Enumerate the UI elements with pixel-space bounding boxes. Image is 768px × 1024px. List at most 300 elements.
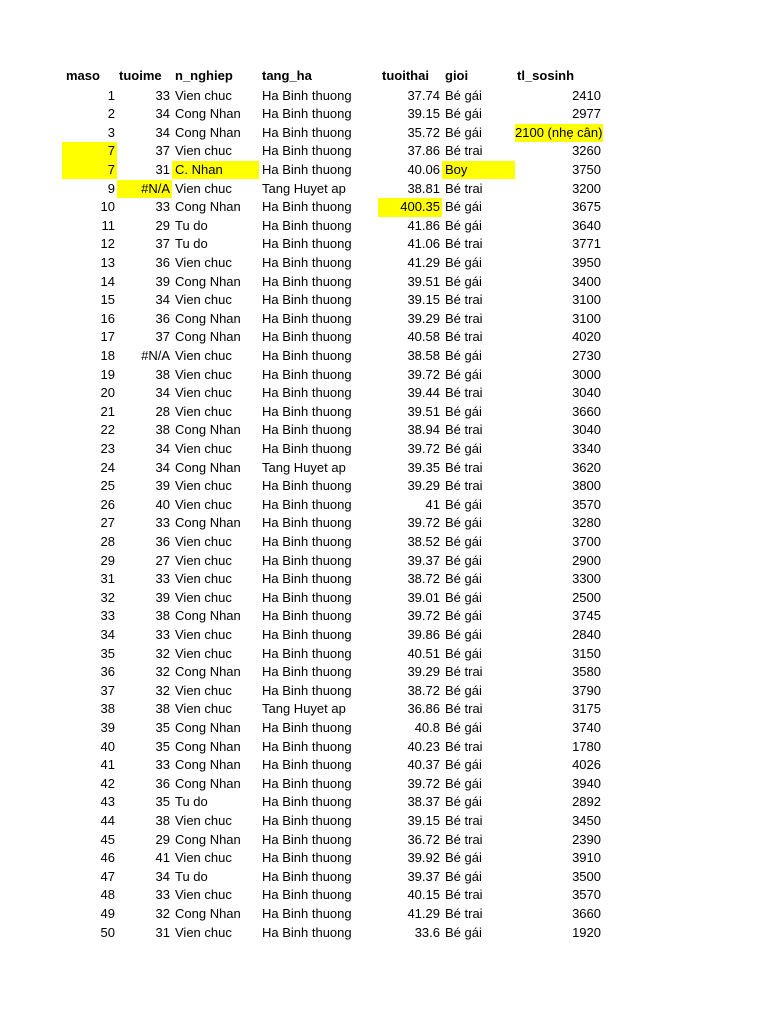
cell-gioi[interactable]: Bé trai [445,831,483,847]
cell-tuoithai[interactable]: 39.51 [407,273,440,289]
cell-maso[interactable]: 24 [100,459,115,475]
cell-tang-ha[interactable]: Ha Binh thuong [262,478,352,494]
cell-tang-ha[interactable]: Ha Binh thuong [262,254,352,270]
cell-n-nghiep[interactable]: Vien chuc [175,701,232,717]
cell-maso[interactable]: 13 [100,254,115,270]
cell-tuoithai[interactable]: 38.37 [407,794,440,810]
cell-maso[interactable]: 28 [100,533,115,549]
cell-tl-sosinh[interactable]: 2840 [572,626,601,642]
cell-gioi[interactable]: Bé gái [445,552,482,568]
cell-tl-sosinh[interactable]: 2390 [572,831,601,847]
cell-n-nghiep[interactable]: Cong Nhan [175,515,241,531]
cell-tuoime[interactable]: #N/A [141,347,170,363]
cell-n-nghiep[interactable]: Cong Nhan [175,775,241,791]
cell-maso[interactable]: 37 [100,682,115,698]
cell-tang-ha[interactable]: Ha Binh thuong [262,385,352,401]
cell-n-nghiep[interactable]: Vien chuc [175,347,232,363]
cell-tang-ha[interactable]: Ha Binh thuong [262,831,352,847]
cell-tuoime[interactable]: 38 [155,422,170,438]
cell-tang-ha[interactable]: Ha Binh thuong [262,738,352,754]
cell-tl-sosinh[interactable]: 3340 [572,440,601,456]
cell-tuoithai[interactable]: 39.29 [407,664,440,680]
cell-tuoime[interactable]: 32 [155,664,170,680]
cell-tuoithai[interactable]: 39.15 [407,292,440,308]
cell-maso[interactable]: 45 [100,831,115,847]
cell-gioi[interactable]: Bé gái [445,366,482,382]
header-maso[interactable]: maso [66,68,100,83]
cell-tl-sosinh[interactable]: 3500 [572,868,601,884]
cell-tuoime[interactable]: 39 [155,589,170,605]
cell-tang-ha[interactable]: Ha Binh thuong [262,347,352,363]
cell-n-nghiep[interactable]: Vien chuc [175,403,232,419]
cell-tuoithai[interactable]: 41 [425,496,440,512]
cell-gioi[interactable]: Bé trai [445,292,483,308]
cell-maso[interactable]: 11 [101,217,115,233]
cell-tuoime[interactable]: 34 [155,440,170,456]
cell-tl-sosinh[interactable]: 3910 [572,850,601,866]
cell-maso[interactable]: 29 [100,552,115,568]
cell-n-nghiep[interactable]: Vien chuc [175,589,232,605]
cell-tuoithai[interactable]: 37.74 [407,87,440,103]
cell-gioi[interactable]: Bé trai [445,701,483,717]
cell-n-nghiep[interactable]: Vien chuc [175,850,232,866]
cell-gioi[interactable]: Bé gái [445,403,482,419]
cell-maso[interactable]: 49 [100,905,115,921]
cell-maso[interactable]: 32 [100,589,115,605]
cell-tuoime[interactable]: 34 [155,292,170,308]
cell-tuoime[interactable]: 37 [155,236,170,252]
cell-n-nghiep[interactable]: Vien chuc [175,385,232,401]
cell-tuoime[interactable]: 34 [155,459,170,475]
cell-tang-ha[interactable]: Ha Binh thuong [262,533,352,549]
cell-tuoithai[interactable]: 41.29 [407,254,440,270]
cell-n-nghiep[interactable]: Vien chuc [175,292,232,308]
cell-n-nghiep[interactable]: Tu do [175,794,208,810]
header-gioi[interactable]: gioi [445,68,469,83]
cell-gioi[interactable]: Bé gái [445,347,482,363]
cell-tl-sosinh[interactable]: 3570 [572,496,601,512]
cell-tuoithai[interactable]: 39.15 [407,106,440,122]
cell-maso[interactable]: 17 [100,329,115,345]
cell-tl-sosinh[interactable]: 3040 [572,422,601,438]
cell-gioi[interactable]: Bé gái [445,533,482,549]
cell-tuoithai[interactable]: 39.37 [407,552,440,568]
cell-gioi[interactable]: Bé gái [445,87,482,103]
cell-tuoime[interactable]: 33 [155,757,170,773]
cell-tuoithai[interactable]: 39.72 [407,515,440,531]
cell-tang-ha[interactable]: Ha Binh thuong [262,850,352,866]
cell-tuoithai[interactable]: 36.86 [407,701,440,717]
cell-tang-ha[interactable]: Ha Binh thuong [262,440,352,456]
cell-maso[interactable]: 1 [107,87,115,103]
cell-tuoime[interactable]: 35 [155,719,170,735]
cell-gioi[interactable]: Bé trai [445,478,483,494]
cell-gioi[interactable]: Bé trai [445,236,483,252]
cell-tuoithai[interactable]: 39.29 [407,478,440,494]
cell-n-nghiep[interactable]: Cong Nhan [175,608,241,624]
cell-gioi[interactable]: Bé trai [445,310,483,326]
cell-maso[interactable]: 26 [100,496,115,512]
cell-tuoithai[interactable]: 38.81 [407,180,440,196]
cell-maso[interactable]: 40 [100,738,115,754]
cell-tl-sosinh[interactable]: 3771 [572,236,601,252]
cell-n-nghiep[interactable]: Cong Nhan [175,459,241,475]
cell-n-nghiep[interactable]: Cong Nhan [175,664,241,680]
cell-gioi[interactable]: Bé gái [445,626,482,642]
cell-maso[interactable]: 35 [100,645,115,661]
cell-tuoime[interactable]: 35 [155,738,170,754]
cell-gioi[interactable]: Bé gái [445,850,482,866]
cell-maso[interactable]: 46 [100,850,115,866]
cell-gioi[interactable]: Bé trai [445,664,483,680]
cell-tuoime[interactable]: 33 [155,87,170,103]
cell-tuoithai[interactable]: 41.86 [407,217,440,233]
cell-maso[interactable]: 12 [100,236,115,252]
cell-tl-sosinh[interactable]: 3640 [572,217,601,233]
cell-tl-sosinh[interactable]: 3000 [572,366,601,382]
cell-tl-sosinh[interactable]: 3790 [572,682,601,698]
cell-gioi[interactable]: Bé trai [445,385,483,401]
cell-tang-ha[interactable]: Ha Binh thuong [262,199,352,215]
cell-tl-sosinh[interactable]: 3570 [572,887,601,903]
cell-tl-sosinh[interactable]: 3660 [572,905,601,921]
cell-maso[interactable]: 16 [100,310,115,326]
cell-tl-sosinh[interactable]: 3100 [572,292,601,308]
header-tang-ha[interactable]: tang_ha [262,68,312,83]
cell-tang-ha[interactable]: Ha Binh thuong [262,422,352,438]
cell-tang-ha[interactable]: Ha Binh thuong [262,794,352,810]
cell-tl-sosinh[interactable]: 3700 [572,533,601,549]
cell-n-nghiep[interactable]: Vien chuc [175,533,232,549]
cell-tang-ha[interactable]: Ha Binh thuong [262,887,352,903]
cell-maso[interactable]: 36 [100,664,115,680]
cell-maso[interactable]: 19 [100,366,115,382]
cell-maso[interactable]: 22 [100,422,115,438]
cell-tuoithai[interactable]: 36.72 [407,831,440,847]
cell-maso[interactable]: 10 [100,199,115,215]
cell-maso[interactable]: 33 [100,608,115,624]
cell-gioi[interactable]: Bé gái [445,217,482,233]
cell-tl-sosinh[interactable]: 3675 [572,199,601,215]
cell-gioi[interactable]: Bé trai [445,905,483,921]
header-tl-sosinh[interactable]: tl_sosinh [517,68,575,83]
cell-maso[interactable]: 9 [107,180,115,196]
cell-tuoithai[interactable]: 38.72 [407,682,440,698]
cell-tuoithai[interactable]: 39.44 [407,385,440,401]
cell-maso[interactable]: 41 [100,757,115,773]
cell-tang-ha[interactable]: Ha Binh thuong [262,496,352,512]
cell-maso[interactable]: 48 [100,887,115,903]
cell-tl-sosinh[interactable]: 3300 [572,571,601,587]
cell-n-nghiep[interactable]: Tu do [175,868,208,884]
cell-n-nghiep[interactable]: Vien chuc [175,645,232,661]
cell-tang-ha[interactable]: Ha Binh thuong [262,905,352,921]
cell-tl-sosinh[interactable]: 3400 [572,273,601,289]
cell-maso[interactable]: 38 [100,701,115,717]
cell-n-nghiep[interactable]: Vien chuc [175,812,232,828]
cell-maso[interactable]: 42 [100,775,115,791]
cell-tuoime[interactable]: #N/A [117,180,172,199]
cell-tuoime[interactable]: 34 [155,124,170,140]
cell-tl-sosinh[interactable]: 4020 [572,329,601,345]
cell-tl-sosinh[interactable]: 3175 [572,701,601,717]
cell-tuoithai[interactable]: 40.8 [414,719,440,735]
cell-tang-ha[interactable]: Tang Huyet ap [262,459,346,475]
cell-tuoime[interactable]: 29 [155,831,170,847]
cell-tuoithai[interactable]: 40.23 [407,738,440,754]
cell-tuoithai[interactable]: 40.15 [407,887,440,903]
cell-tl-sosinh[interactable]: 2500 [572,589,601,605]
cell-tuoithai[interactable]: 40.37 [407,757,440,773]
cell-tuoime[interactable]: 38 [155,812,170,828]
cell-tl-sosinh[interactable]: 3580 [572,664,601,680]
cell-gioi[interactable]: Bé gái [445,254,482,270]
cell-n-nghiep[interactable]: Tu do [175,217,208,233]
cell-tang-ha[interactable]: Ha Binh thuong [262,719,352,735]
cell-tuoime[interactable]: 36 [155,775,170,791]
cell-n-nghiep[interactable]: Vien chuc [175,571,232,587]
cell-tang-ha[interactable]: Ha Binh thuong [262,143,352,159]
cell-tuoithai[interactable]: 39.29 [407,310,440,326]
cell-maso[interactable]: 3 [107,124,115,140]
cell-gioi[interactable]: Bé gái [445,199,482,215]
cell-gioi[interactable]: Boy [442,161,515,180]
cell-tuoime[interactable]: 28 [155,403,170,419]
cell-n-nghiep[interactable]: Vien chuc [175,254,232,270]
cell-maso[interactable]: 31 [100,571,115,587]
cell-tuoithai[interactable]: 41.29 [407,905,440,921]
cell-n-nghiep[interactable]: Cong Nhan [175,719,241,735]
cell-tuoime[interactable]: 36 [155,533,170,549]
cell-tuoithai[interactable]: 40.06 [407,161,440,177]
cell-tang-ha[interactable]: Ha Binh thuong [262,552,352,568]
cell-tl-sosinh[interactable]: 2892 [572,794,601,810]
cell-maso[interactable]: 43 [100,794,115,810]
cell-n-nghiep[interactable]: Cong Nhan [175,831,241,847]
cell-tuoime[interactable]: 39 [155,478,170,494]
header-tuoithai[interactable]: tuoithai [382,68,429,83]
cell-tang-ha[interactable]: Ha Binh thuong [262,273,352,289]
cell-tuoime[interactable]: 31 [155,924,170,940]
cell-tang-ha[interactable]: Ha Binh thuong [262,924,352,940]
cell-tuoithai[interactable]: 39.72 [407,775,440,791]
cell-gioi[interactable]: Bé gái [445,571,482,587]
cell-n-nghiep[interactable]: Cong Nhan [175,273,241,289]
cell-tl-sosinh[interactable]: 3660 [572,403,601,419]
cell-gioi[interactable]: Bé gái [445,794,482,810]
cell-gioi[interactable]: Bé trai [445,459,483,475]
cell-tang-ha[interactable]: Ha Binh thuong [262,775,352,791]
cell-n-nghiep[interactable]: Vien chuc [175,626,232,642]
cell-tuoime[interactable]: 37 [155,329,170,345]
cell-maso[interactable]: 15 [100,292,115,308]
cell-tang-ha[interactable]: Ha Binh thuong [262,403,352,419]
cell-n-nghiep[interactable]: Cong Nhan [175,757,241,773]
cell-tuoithai[interactable]: 38.52 [407,533,440,549]
cell-tl-sosinh[interactable]: 1780 [572,738,601,754]
cell-tl-sosinh[interactable]: 3260 [572,143,601,159]
cell-tl-sosinh[interactable]: 3740 [572,719,601,735]
cell-tuoime[interactable]: 41 [155,850,170,866]
cell-tuoithai[interactable]: 41.06 [407,236,440,252]
cell-gioi[interactable]: Bé trai [445,812,483,828]
cell-tuoithai[interactable]: 39.37 [407,868,440,884]
cell-n-nghiep[interactable]: C. Nhan [172,161,259,180]
cell-tl-sosinh[interactable]: 2410 [572,87,601,103]
cell-tl-sosinh[interactable]: 3450 [572,812,601,828]
cell-tl-sosinh[interactable]: 3150 [572,645,601,661]
cell-tl-sosinh[interactable]: 3940 [572,775,601,791]
cell-tang-ha[interactable]: Ha Binh thuong [262,292,352,308]
cell-gioi[interactable]: Bé trai [445,180,483,196]
header-tuoime[interactable]: tuoime [119,68,162,83]
cell-tl-sosinh[interactable]: 4026 [572,757,601,773]
cell-maso[interactable]: 39 [100,719,115,735]
cell-gioi[interactable]: Bé gái [445,924,482,940]
cell-n-nghiep[interactable]: Cong Nhan [175,310,241,326]
cell-tuoime[interactable]: 36 [155,254,170,270]
cell-tuoithai[interactable]: 39.35 [407,459,440,475]
cell-gioi[interactable]: Bé trai [445,738,483,754]
cell-tuoithai[interactable]: 39.86 [407,626,440,642]
cell-tang-ha[interactable]: Tang Huyet ap [262,180,346,196]
cell-maso[interactable]: 2 [107,106,115,122]
cell-tl-sosinh[interactable]: 2977 [572,106,601,122]
cell-tuoime[interactable]: 32 [155,905,170,921]
cell-n-nghiep[interactable]: Vien chuc [175,478,232,494]
cell-tl-sosinh[interactable]: 1920 [572,924,601,940]
cell-maso[interactable]: 27 [100,515,115,531]
cell-n-nghiep[interactable]: Vien chuc [175,440,232,456]
cell-maso[interactable]: 44 [100,812,115,828]
cell-tuoithai[interactable]: 39.72 [407,366,440,382]
cell-n-nghiep[interactable]: Cong Nhan [175,124,241,140]
cell-gioi[interactable]: Bé gái [445,775,482,791]
cell-tuoime[interactable]: 36 [155,310,170,326]
cell-tang-ha[interactable]: Ha Binh thuong [262,124,352,140]
cell-tang-ha[interactable]: Ha Binh thuong [262,645,352,661]
cell-gioi[interactable]: Bé gái [445,273,482,289]
cell-tl-sosinh[interactable]: 3950 [572,254,601,270]
header-n-nghiep[interactable]: n_nghiep [175,68,233,83]
cell-tl-sosinh[interactable]: 2100 (nhẹ cân) [515,124,603,143]
cell-n-nghiep[interactable]: Vien chuc [175,87,232,103]
cell-n-nghiep[interactable]: Vien chuc [175,682,232,698]
cell-gioi[interactable]: Bé gái [445,868,482,884]
cell-tang-ha[interactable]: Ha Binh thuong [262,161,352,177]
cell-tang-ha[interactable]: Ha Binh thuong [262,608,352,624]
cell-n-nghiep[interactable]: Vien chuc [175,366,232,382]
cell-n-nghiep[interactable]: Vien chuc [175,552,232,568]
cell-gioi[interactable]: Bé gái [445,106,482,122]
cell-tuoithai[interactable]: 38.72 [407,571,440,587]
cell-tang-ha[interactable]: Ha Binh thuong [262,812,352,828]
cell-tl-sosinh[interactable]: 3745 [572,608,601,624]
cell-gioi[interactable]: Bé gái [445,496,482,512]
cell-maso[interactable]: 34 [100,626,115,642]
cell-tuoime[interactable]: 33 [155,887,170,903]
cell-tuoithai[interactable]: 39.72 [407,440,440,456]
cell-tuoithai[interactable]: 39.01 [407,589,440,605]
cell-maso[interactable]: 25 [100,478,115,494]
cell-tl-sosinh[interactable]: 3040 [572,385,601,401]
cell-tuoime[interactable]: 29 [155,217,170,233]
cell-tuoithai[interactable]: 38.94 [407,422,440,438]
cell-maso[interactable]: 14 [100,273,115,289]
cell-n-nghiep[interactable]: Vien chuc [175,887,232,903]
cell-maso[interactable]: 50 [100,924,115,940]
cell-n-nghiep[interactable]: Tu do [175,236,208,252]
cell-tuoithai[interactable]: 400.35 [378,198,442,217]
cell-tuoime[interactable]: 32 [155,682,170,698]
cell-tang-ha[interactable]: Ha Binh thuong [262,757,352,773]
cell-maso[interactable]: 23 [100,440,115,456]
cell-maso[interactable]: 18 [100,347,115,363]
cell-tang-ha[interactable]: Ha Binh thuong [262,329,352,345]
cell-n-nghiep[interactable]: Vien chuc [175,924,232,940]
cell-tuoithai[interactable]: 39.92 [407,850,440,866]
cell-tang-ha[interactable]: Ha Binh thuong [262,87,352,103]
cell-n-nghiep[interactable]: Cong Nhan [175,738,241,754]
cell-tang-ha[interactable]: Ha Binh thuong [262,571,352,587]
cell-tuoime[interactable]: 34 [155,868,170,884]
cell-tang-ha[interactable]: Ha Binh thuong [262,682,352,698]
cell-tang-ha[interactable]: Ha Binh thuong [262,106,352,122]
cell-tl-sosinh[interactable]: 2900 [572,552,601,568]
cell-tuoithai[interactable]: 40.51 [407,645,440,661]
cell-n-nghiep[interactable]: Cong Nhan [175,199,241,215]
cell-gioi[interactable]: Bé gái [445,515,482,531]
cell-maso[interactable]: 21 [100,403,115,419]
cell-tang-ha[interactable]: Ha Binh thuong [262,589,352,605]
cell-tuoime[interactable]: 35 [155,794,170,810]
cell-gioi[interactable]: Bé gái [445,645,482,661]
cell-tuoime[interactable]: 34 [155,106,170,122]
cell-tang-ha[interactable]: Ha Binh thuong [262,236,352,252]
cell-gioi[interactable]: Bé trai [445,422,483,438]
cell-tl-sosinh[interactable]: 3280 [572,515,601,531]
cell-tl-sosinh[interactable]: 3200 [572,180,601,196]
cell-tang-ha[interactable]: Ha Binh thuong [262,366,352,382]
cell-tang-ha[interactable]: Ha Binh thuong [262,868,352,884]
cell-gioi[interactable]: Bé trai [445,143,483,159]
cell-tang-ha[interactable]: Ha Binh thuong [262,310,352,326]
cell-tuoime[interactable]: 40 [155,496,170,512]
cell-tang-ha[interactable]: Ha Binh thuong [262,664,352,680]
cell-gioi[interactable]: Bé gái [445,757,482,773]
cell-tl-sosinh[interactable]: 3620 [572,459,601,475]
cell-n-nghiep[interactable]: Vien chuc [175,143,232,159]
cell-tang-ha[interactable]: Ha Binh thuong [262,217,352,233]
cell-maso[interactable]: 7 [62,161,117,180]
cell-maso[interactable]: 7 [62,142,117,161]
cell-gioi[interactable]: Bé trai [445,329,483,345]
cell-tuoime[interactable]: 33 [155,515,170,531]
cell-gioi[interactable]: Bé gái [445,440,482,456]
cell-tuoime[interactable]: 32 [155,645,170,661]
cell-n-nghiep[interactable]: Cong Nhan [175,905,241,921]
cell-gioi[interactable]: Bé gái [445,124,482,140]
cell-tl-sosinh[interactable]: 3100 [572,310,601,326]
cell-tuoithai[interactable]: 33.6 [414,924,440,940]
cell-tang-ha[interactable]: Ha Binh thuong [262,626,352,642]
cell-tl-sosinh[interactable]: 3750 [572,161,601,177]
cell-tuoime[interactable]: 33 [155,571,170,587]
cell-tang-ha[interactable]: Ha Binh thuong [262,515,352,531]
cell-tang-ha[interactable]: Tang Huyet ap [262,701,346,717]
cell-n-nghiep[interactable]: Cong Nhan [175,106,241,122]
cell-gioi[interactable]: Bé gái [445,719,482,735]
